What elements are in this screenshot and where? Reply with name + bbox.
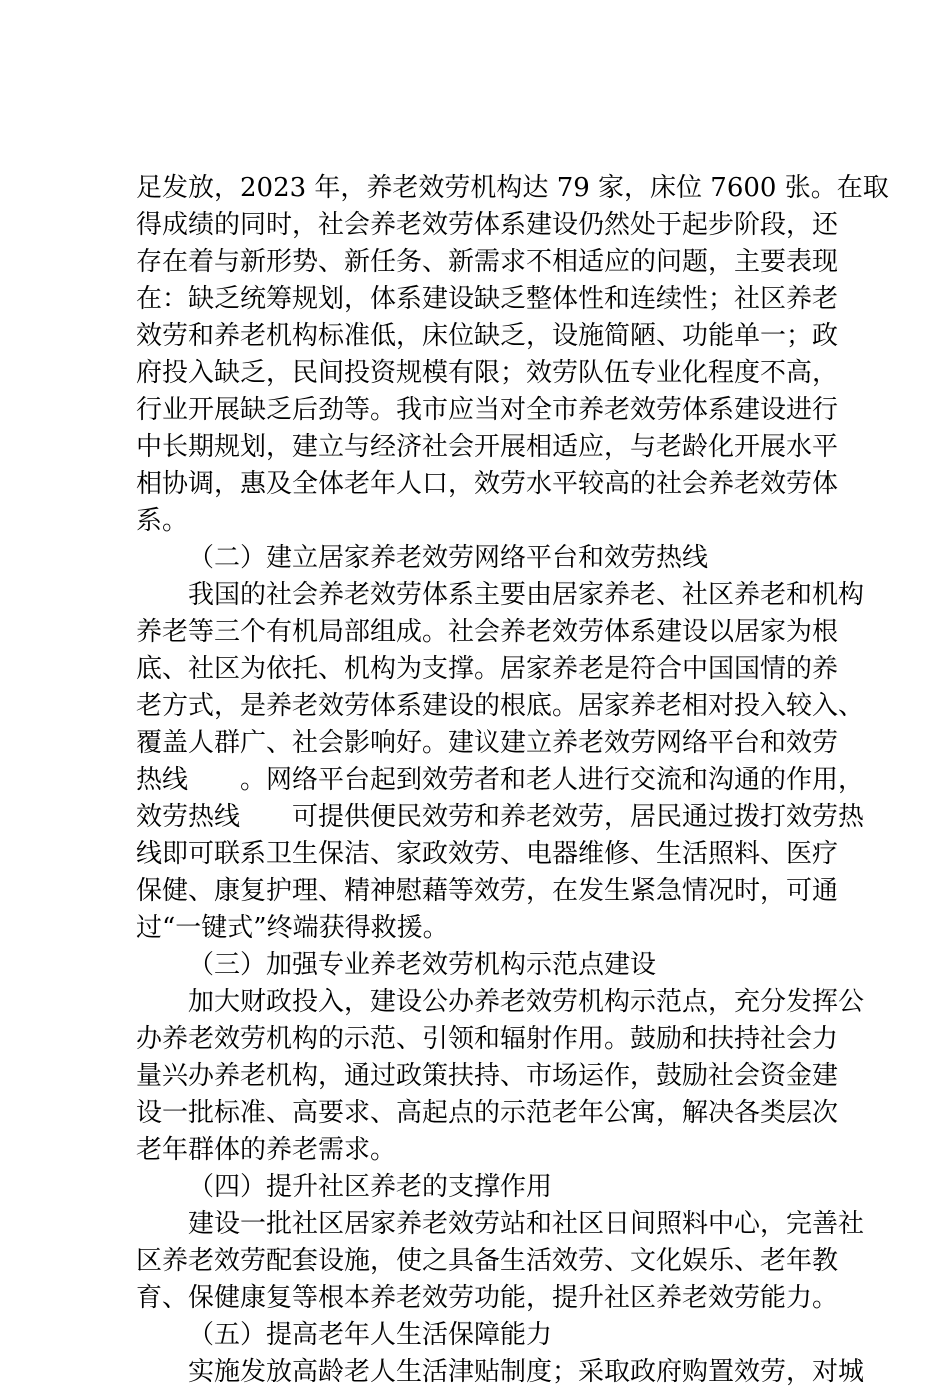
paragraph-line: 覆盖人群广、社会影响好。建议建立养老效劳网络平台和效劳 xyxy=(136,728,839,758)
section-heading: （三）加强专业养老效劳机构示范点建设 xyxy=(188,950,657,980)
paragraph-first-line: 实施发放高龄老人生活津贴制度；采取政府购置效劳，对城 xyxy=(188,1357,865,1387)
section-heading: （四）提升社区养老的支撑作用 xyxy=(188,1172,553,1202)
paragraph-line: 中长期规划，建立与经济社会开展相适应，与老龄化开展水平 xyxy=(136,432,839,462)
paragraph-line: 在：缺乏统筹规划，体系建设缺乏整体性和连续性；社区养老 xyxy=(136,284,839,314)
paragraph-line: 得成绩的同时，社会养老效劳体系建设仍然处于起步阶段，还 xyxy=(136,210,839,240)
paragraph-line: 区养老效劳配套设施，使之具备生活效劳、文化娱乐、老年教 xyxy=(136,1246,839,1276)
paragraph-line: 足发放，2023 年，养老效劳机构达 79 家，床位 7600 张。在取 xyxy=(136,173,889,203)
paragraph-line: 量兴办养老机构，通过政策扶持、市场运作，鼓励社会资金建 xyxy=(136,1061,839,1091)
paragraph-first-line: 我国的社会养老效劳体系主要由居家养老、社区养老和机构 xyxy=(188,580,865,610)
paragraph-line: 育、保健康复等根本养老效劳功能，提升社区养老效劳能力。 xyxy=(136,1283,839,1313)
paragraph-line: 保健、康复护理、精神慰藉等效劳，在发生紧急情况时，可通 xyxy=(136,876,839,906)
section-heading: （二）建立居家养老效劳网络平台和效劳热线 xyxy=(188,543,709,573)
paragraph-line: 存在着与新形势、新任务、新需求不相适应的问题，主要表现 xyxy=(136,247,839,277)
paragraph-line: 办养老效劳机构的示范、引领和辐射作用。鼓励和扶持社会力 xyxy=(136,1024,839,1054)
paragraph-line: 热线 。网络平台起到效劳者和老人进行交流和沟通的作用， xyxy=(136,765,865,795)
paragraph-line: 底、社区为依托、机构为支撑。居家养老是符合中国国情的养 xyxy=(136,654,839,684)
paragraph-line: 效劳和养老机构标准低，床位缺乏，设施简陋、功能单一；政 xyxy=(136,321,839,351)
paragraph-first-line: 建设一批社区居家养老效劳站和社区日间照料中心，完善社 xyxy=(188,1209,865,1239)
paragraph-last-line: 系。 xyxy=(136,506,189,536)
paragraph-last-line: 过“一键式”终端获得救援。 xyxy=(136,913,449,943)
paragraph-first-line: 加大财政投入，建设公办养老效劳机构示范点，充分发挥公 xyxy=(188,987,865,1017)
document-body xyxy=(136,170,889,1391)
paragraph-line: 行业开展缺乏后劲等。我市应当对全市养老效劳体系建设进行 xyxy=(136,395,839,425)
paragraph-line: 老方式，是养老效劳体系建设的根底。居家养老相对投入较入、 xyxy=(136,691,865,721)
paragraph-line: 相协调，惠及全体老年人口，效劳水平较高的社会养老效劳体 xyxy=(136,469,839,499)
section-heading: （五）提高老年人生活保障能力 xyxy=(188,1320,553,1350)
paragraph-line: 养老等三个有机局部组成。社会养老效劳体系建设以居家为根 xyxy=(136,617,839,647)
paragraph-line: 府投入缺乏，民间投资规模有限；效劳队伍专业化程度不高， xyxy=(136,358,839,388)
paragraph-last-line: 老年群体的养老需求。 xyxy=(136,1135,397,1165)
paragraph-line: 效劳热线 可提供便民效劳和养老效劳，居民通过拨打效劳热 xyxy=(136,802,865,832)
paragraph-line: 设一批标准、高要求、高起点的示范老年公寓，解决各类层次 xyxy=(136,1098,839,1128)
paragraph-line: 线即可联系卫生保洁、家政效劳、电器维修、生活照料、医疗 xyxy=(136,839,839,869)
